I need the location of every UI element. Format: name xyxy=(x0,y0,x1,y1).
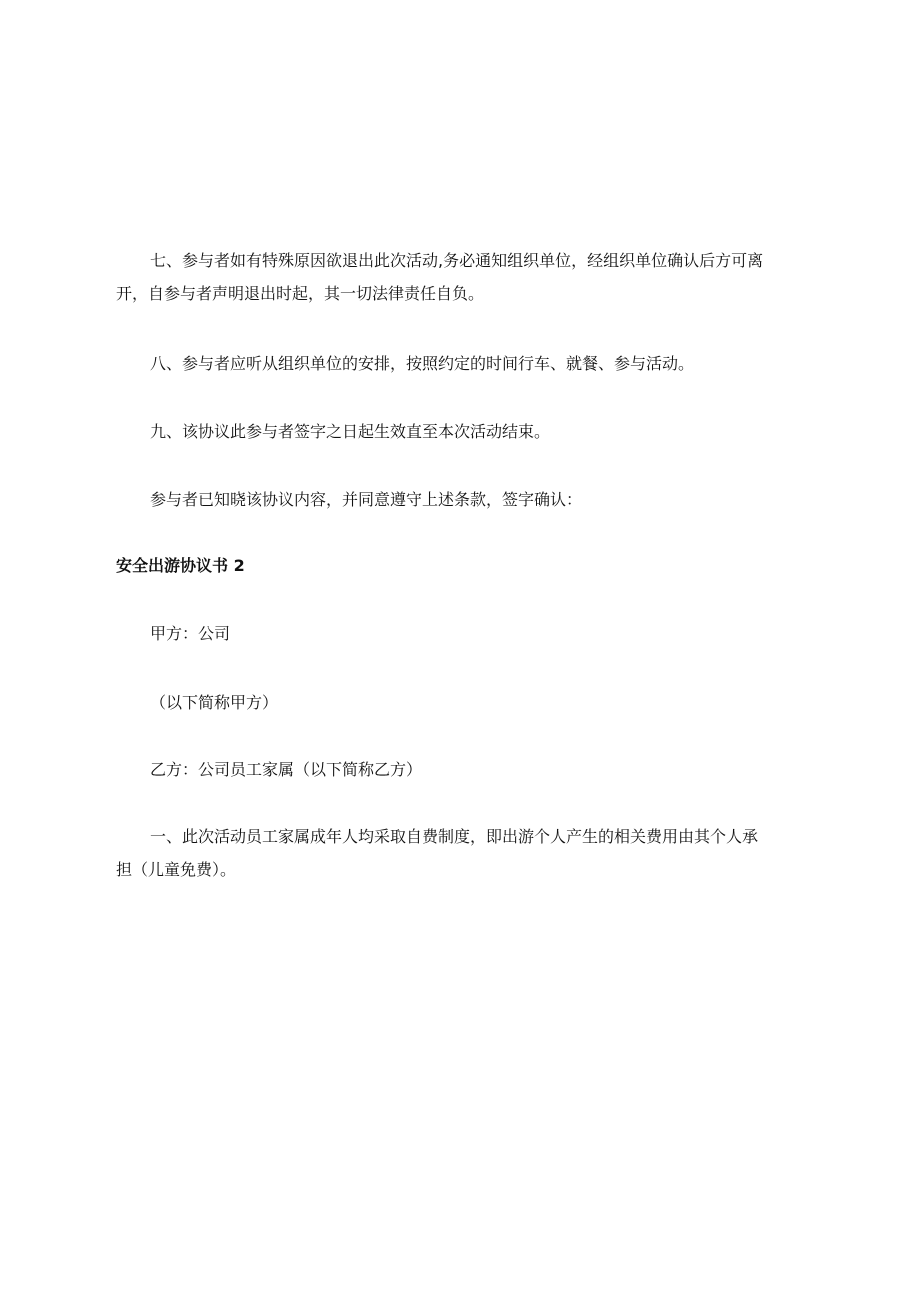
party-b: 乙方：公司员工家属（以下简称乙方） xyxy=(150,760,423,779)
clause-1 xyxy=(116,820,806,886)
clause-1-line-1: 一、此次活动员工家属成年人均采取自费制度，即出游个人产生的相关费用由其个人承 xyxy=(150,827,759,846)
clause-8: 八、参与者应听从组织单位的安排，按照约定的时间行车、就餐、参与活动。 xyxy=(150,354,695,373)
section-title: 安全出游协议书 2 xyxy=(116,556,245,575)
clause-9: 九、该协议此参与者签字之日起生效直至本次活动结束。 xyxy=(150,422,551,441)
clause-1-line-2: 担（儿童免费）。 xyxy=(116,860,237,879)
clause-7 xyxy=(116,244,806,310)
party-a-note: （以下简称甲方） xyxy=(150,693,279,712)
clause-7-line-1: 七、参与者如有特殊原因欲退出此次活动,务必通知组织单位，经组织单位确认后方可离 xyxy=(150,251,764,270)
acknowledgement-text: 参与者已知晓该协议内容，并同意遵守上述条款，签字确认： xyxy=(150,490,583,509)
clause-7-line-2: 开，自参与者声明退出时起，其一切法律责任自负。 xyxy=(116,284,485,303)
party-a: 甲方：公司 xyxy=(150,624,231,643)
